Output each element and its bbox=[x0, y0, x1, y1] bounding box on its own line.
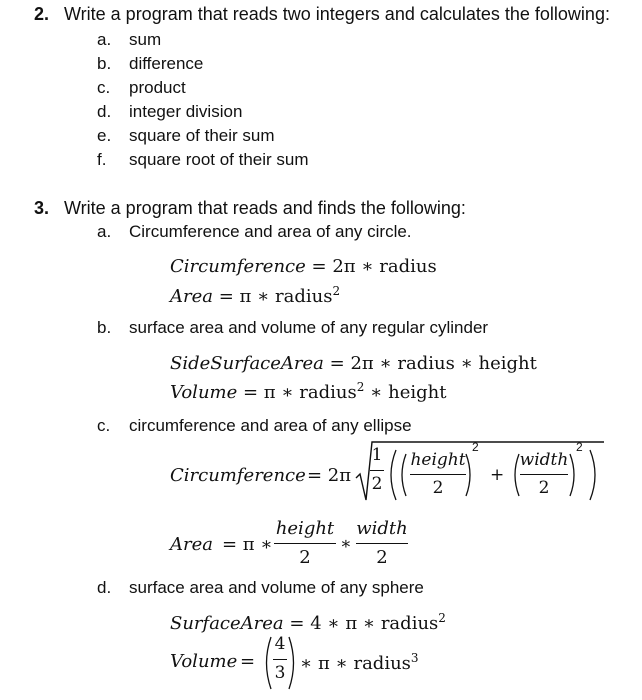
q2-item-d: integer division bbox=[129, 102, 243, 121]
q3-c-letter: c. bbox=[97, 416, 111, 435]
ellipse-area-lhs: Area bbox=[170, 534, 213, 555]
frac-bar-half bbox=[370, 470, 384, 471]
sphere-surface-area-formula bbox=[170, 611, 446, 634]
sph-area-lhs: SurfaceArea bbox=[170, 613, 284, 634]
q2-item-a: sum bbox=[129, 30, 162, 49]
q3-number: 3. bbox=[34, 198, 50, 218]
frac-two: 2 bbox=[371, 474, 383, 494]
q3-d-text: surface area and volume of any sphere bbox=[129, 578, 424, 597]
q2-item-c-letter: c. bbox=[97, 78, 111, 97]
ellipse-circ-eq: = 2π bbox=[307, 465, 352, 486]
q3-text: Write a program that reads and finds the following: bbox=[64, 198, 466, 218]
q2-item-c: product bbox=[129, 78, 186, 97]
frac-width-den: 2 bbox=[538, 478, 550, 498]
q2-item-d-letter: d. bbox=[97, 102, 112, 121]
q3-c-text: circumference and area of any ellipse bbox=[129, 416, 412, 435]
circle-circ-lhs: Circumference bbox=[170, 256, 306, 277]
frac-four: 4 bbox=[274, 634, 286, 654]
area-times: ∗ bbox=[340, 534, 352, 554]
circle-circumference-formula bbox=[170, 256, 437, 277]
frac-bar-width bbox=[520, 474, 568, 475]
cyl-side-rhs: = 2π ∗ radius ∗ height bbox=[329, 353, 537, 374]
area-frac-bar-height bbox=[274, 543, 336, 544]
sph-vol-exp: 3 bbox=[410, 651, 419, 665]
cyl-vol-lhs: Volume bbox=[170, 382, 238, 403]
q2-item-b: difference bbox=[129, 54, 204, 73]
q2-item-e-letter: e. bbox=[97, 126, 112, 145]
q2-item-f: square root of their sum bbox=[129, 150, 309, 169]
q3-a-text: Circumference and area of any circle. bbox=[129, 222, 412, 241]
frac-width-num: width bbox=[519, 450, 569, 470]
q2-number: 2. bbox=[34, 4, 50, 24]
ellipse-area-eq: = π ∗ bbox=[222, 534, 273, 555]
q2-item-b-letter: b. bbox=[97, 54, 112, 73]
cyl-vol-exp: 2 bbox=[356, 380, 365, 394]
frac-height-den: 2 bbox=[432, 478, 444, 498]
q2-text: Write a program that reads two integers and calculates the following: bbox=[64, 4, 610, 24]
sphere-vol-eq: = bbox=[240, 651, 256, 672]
circle-area-lhs: Area bbox=[170, 286, 213, 307]
sph-vol-rhs: ∗ π ∗ radius bbox=[300, 653, 411, 674]
ellipse-circ-lhs: Circumference bbox=[170, 465, 306, 486]
frac-one: 1 bbox=[371, 445, 383, 465]
area-frac-height-num: height bbox=[275, 518, 335, 539]
q2-item-e: square of their sum bbox=[129, 126, 275, 145]
q3-b-text: surface area and volume of any regular cylinder bbox=[129, 318, 489, 337]
q2-item-f-letter: f. bbox=[97, 150, 107, 169]
q2-item-a-letter: a. bbox=[97, 30, 112, 49]
sphere-volume-rhs bbox=[300, 651, 419, 674]
q3-b-letter: b. bbox=[97, 318, 112, 337]
cyl-side-lhs: SideSurfaceArea bbox=[170, 353, 324, 374]
circle-area-exp: 2 bbox=[332, 284, 341, 298]
cyl-vol-rhs-a: = π ∗ radius bbox=[243, 382, 357, 403]
area-frac-height-den: 2 bbox=[299, 547, 311, 568]
circle-area-formula bbox=[170, 284, 340, 307]
sph-area-exp: 2 bbox=[438, 611, 446, 625]
cyl-vol-rhs-b: ∗ height bbox=[370, 382, 447, 403]
circle-area-rhs: = π ∗ radius bbox=[218, 286, 333, 307]
exp-width: 2 bbox=[576, 440, 583, 454]
cylinder-volume-formula bbox=[170, 380, 446, 403]
q3-a-letter: a. bbox=[97, 222, 112, 241]
frac-height-num: height bbox=[410, 450, 466, 470]
area-frac-width-num: width bbox=[356, 518, 408, 539]
exp-height: 2 bbox=[472, 440, 479, 454]
frac-bar-four-thirds bbox=[273, 659, 287, 660]
plus-sign: + bbox=[490, 465, 505, 485]
frac-three: 3 bbox=[274, 663, 286, 683]
area-frac-width-den: 2 bbox=[376, 547, 388, 568]
q3-d-letter: d. bbox=[97, 578, 112, 597]
area-frac-bar-width bbox=[356, 543, 408, 544]
cylinder-side-area-formula bbox=[170, 353, 537, 374]
sphere-vol-lhs: Volume bbox=[170, 651, 238, 672]
frac-bar-height bbox=[410, 474, 466, 475]
circle-circ-rhs: = 2π ∗ radius bbox=[311, 256, 437, 277]
sph-area-rhs: = 4 ∗ π ∗ radius bbox=[289, 613, 439, 634]
